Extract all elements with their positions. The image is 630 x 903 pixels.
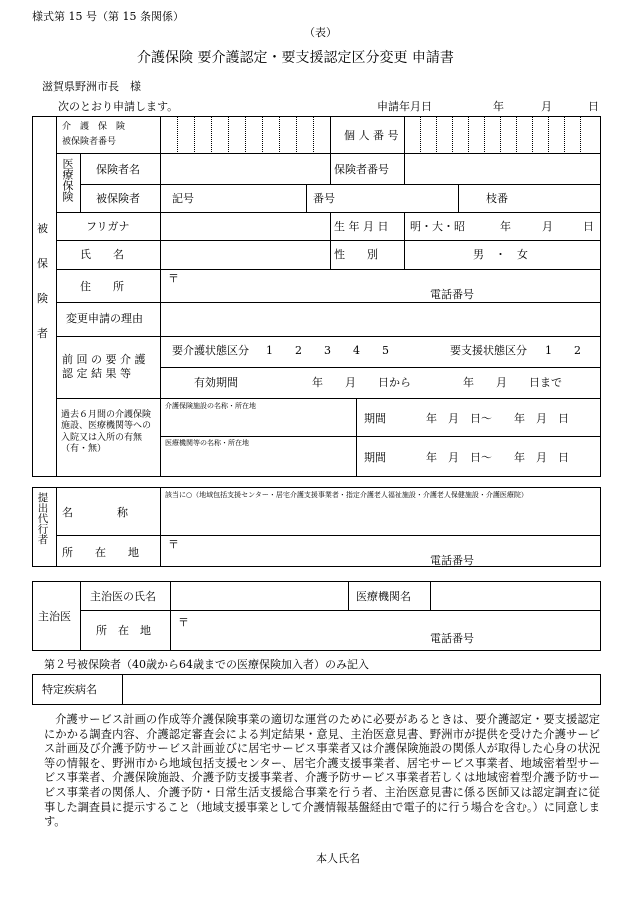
birth-month: 月 <box>542 220 553 233</box>
birth-date-label: 生 年 月 日 <box>334 220 389 233</box>
doctor-phone-label: 電話番号 <box>430 632 474 645</box>
care-level-options: 1 2 3 4 5 <box>266 344 389 357</box>
postal-mark: 〒 <box>168 272 179 285</box>
insured-number-label-2: 被保険者番号 <box>62 137 117 147</box>
date-day: 日 <box>588 100 599 113</box>
edaban-label: 枝番 <box>486 192 508 205</box>
page-title: 介護保険 要介護認定・要支援認定区分変更 申請書 <box>137 50 454 66</box>
sex-label: 性 別 <box>334 248 378 261</box>
period-range-2: 年 月 日～ 年 月 日 <box>426 451 569 464</box>
address-label: 住 所 <box>80 280 124 293</box>
birth-year: 年 <box>500 220 511 233</box>
intro-text: 次のとおり申請します。 <box>58 100 179 113</box>
facility-label: 介護保険施設の名称・所在地 <box>165 402 256 410</box>
era-options: 明・大・昭 <box>410 220 465 233</box>
insured-person-label: 被保険者 <box>96 192 140 205</box>
agent-location-label: 所 在 地 <box>62 546 139 559</box>
previous-result-label-2: 認 定 結 果 等 <box>62 367 131 380</box>
date-month: 月 <box>541 100 552 113</box>
agent-section-label: 提出代行者 <box>36 492 49 545</box>
period-label-1: 期間 <box>364 412 386 425</box>
signature-label: 本人氏名 <box>316 852 360 865</box>
bangou-label: 番号 <box>313 192 335 205</box>
agent-type-note: 該当に○（地域包括支援センター・居宅介護支援事業者・指定介護老人福祉施設・介護老人保健施設・介護医療院） <box>165 491 528 499</box>
agent-phone-label: 電話番号 <box>430 554 474 567</box>
consent-text: 介護サービス計画の作成等介護保険事業の適切な運営のために必要があるときは、要介護認定・要支援認定にかかる調査内容、介護認定審査会による判定結果・意見、主治医意見書、野洲市が提供を受けた介護サービス計画及び介護予防サービス計画並びに居宅サービス事業者又は介護保険施設の関係人が取得した心身の状況等の情報を、野洲市から地域包括支援センター、居宅介護支援事業者、居宅サービス事業者、地域密着型サービス事業者、介護保険施設、介護予防支援事業者、介護予防サービス事業者若しくは地域密着型介護予防サービス事業者の関係人、介護予防・日常生活支援総合事業を行う者、主治医意見書に係る医師又は認定調査に従事した調査員に提示すること（地域支援事業として介護情報基盤経由で電子的に行う場合を含む。）に同意します。 <box>44 713 600 829</box>
period-label-2: 期間 <box>364 451 386 464</box>
insurer-number-label: 保険者番号 <box>334 163 389 176</box>
personal-number-label: 個 人 番 号 <box>344 129 399 142</box>
support-level-options: 1 2 <box>545 344 581 357</box>
valid-period-label: 有効期間 <box>194 376 238 389</box>
agent-postal-mark: 〒 <box>168 538 179 551</box>
furigana-label: フリガナ <box>86 220 130 233</box>
phone-label: 電話番号 <box>430 288 474 301</box>
form-side-label: （表） <box>304 26 337 39</box>
medical-insurance-label: 医療保険 <box>61 158 74 202</box>
support-level-label: 要支援状態区分 <box>450 344 527 357</box>
specific-disease-label: 特定疾病名 <box>42 683 97 696</box>
date-year: 年 <box>493 100 504 113</box>
second-insured-note: 第２号被保険者（40歳から64歳までの医療保険加入者）のみ記入 <box>44 658 369 671</box>
insurer-name-label: 保険者名 <box>96 163 140 176</box>
previous-result-label-1: 前 回 の 要 介 護 <box>62 353 146 366</box>
addressee: 滋賀県野洲市長 様 <box>42 80 141 93</box>
sex-options: 男 ・ 女 <box>473 248 528 261</box>
doctor-postal-mark: 〒 <box>178 616 189 629</box>
insured-number-label-1: 介 護 保 険 <box>62 122 126 132</box>
valid-to: 年 月 日まで <box>463 376 562 389</box>
period-range-1: 年 月 日～ 年 月 日 <box>426 412 569 425</box>
birth-day: 日 <box>583 220 594 233</box>
doctor-section-label: 主治医 <box>38 610 71 623</box>
care-level-label: 要介護状態区分 <box>172 344 249 357</box>
past-stay-label: 過去６月間の介護保険施設、医療機関等への入院又は入所の有無（有・無） <box>61 410 152 454</box>
kigou-label: 記号 <box>172 192 194 205</box>
specific-disease-row <box>32 674 601 705</box>
medical-institution-label: 医療機関名 <box>356 590 411 603</box>
hospital-label: 医療機関等の名称・所在地 <box>165 439 249 447</box>
insured-section-label-1: 被 <box>37 222 48 235</box>
change-reason-label: 変更申請の理由 <box>66 312 143 325</box>
application-date-label: 申請年月日 <box>377 100 432 113</box>
doctor-name-label: 主治医の氏名 <box>90 590 156 603</box>
form-number: 様式第 15 号（第 15 条関係） <box>32 10 184 23</box>
doctor-location-label: 所 在 地 <box>96 624 151 637</box>
name-label: 氏 名 <box>80 248 124 261</box>
agent-name-label: 名 称 <box>62 506 128 519</box>
valid-from: 年 月 日から <box>312 376 411 389</box>
